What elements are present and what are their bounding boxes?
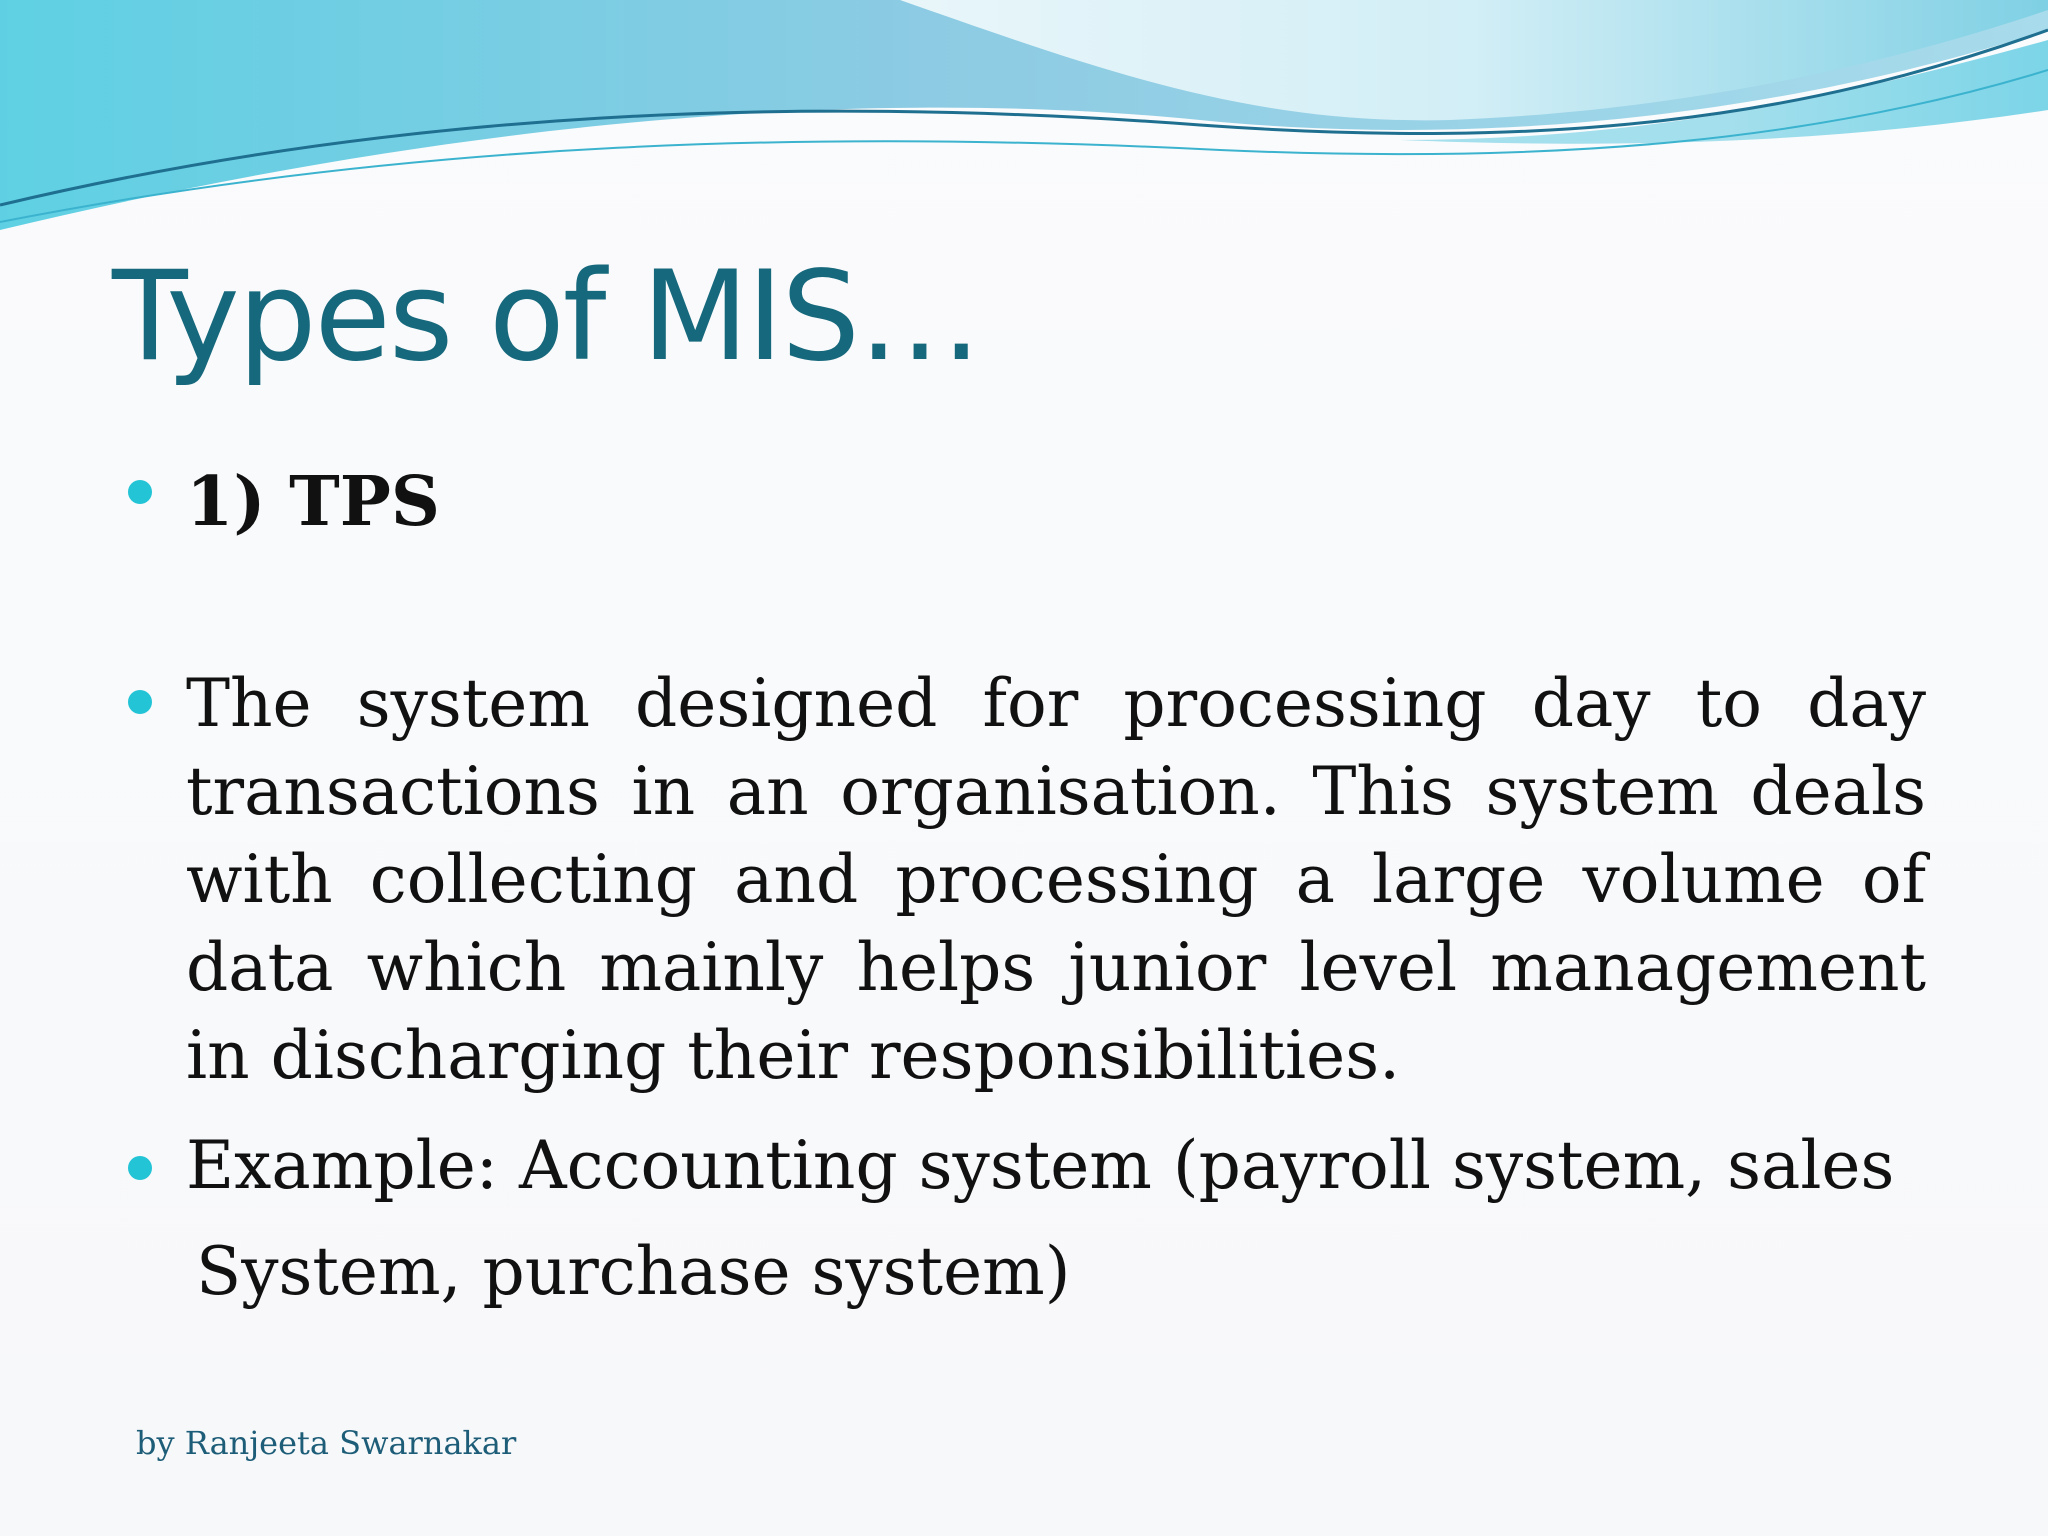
bullet-description-text: The system designed for processing day to day transactions in an organisation. This system deals with collecting and processing a large volume of data which mainly helps junior level management in discharging their responsibilities. <box>186 665 1926 1094</box>
bullet-example-text: Example: Accounting system (payroll system, sales <box>186 1127 1895 1204</box>
bullet-heading: 1) TPS <box>186 462 441 542</box>
slide-title: Types of MIS… <box>112 245 981 389</box>
bullet-dot-icon <box>128 480 152 504</box>
bullet-dot-icon <box>128 690 152 714</box>
bullet-dot-icon <box>128 1156 152 1180</box>
example-continuation-text: System, purchase system) <box>196 1233 1071 1310</box>
header-wave-decoration <box>0 0 2048 240</box>
footer-author: by Ranjeeta Swarnakar <box>136 1424 517 1462</box>
